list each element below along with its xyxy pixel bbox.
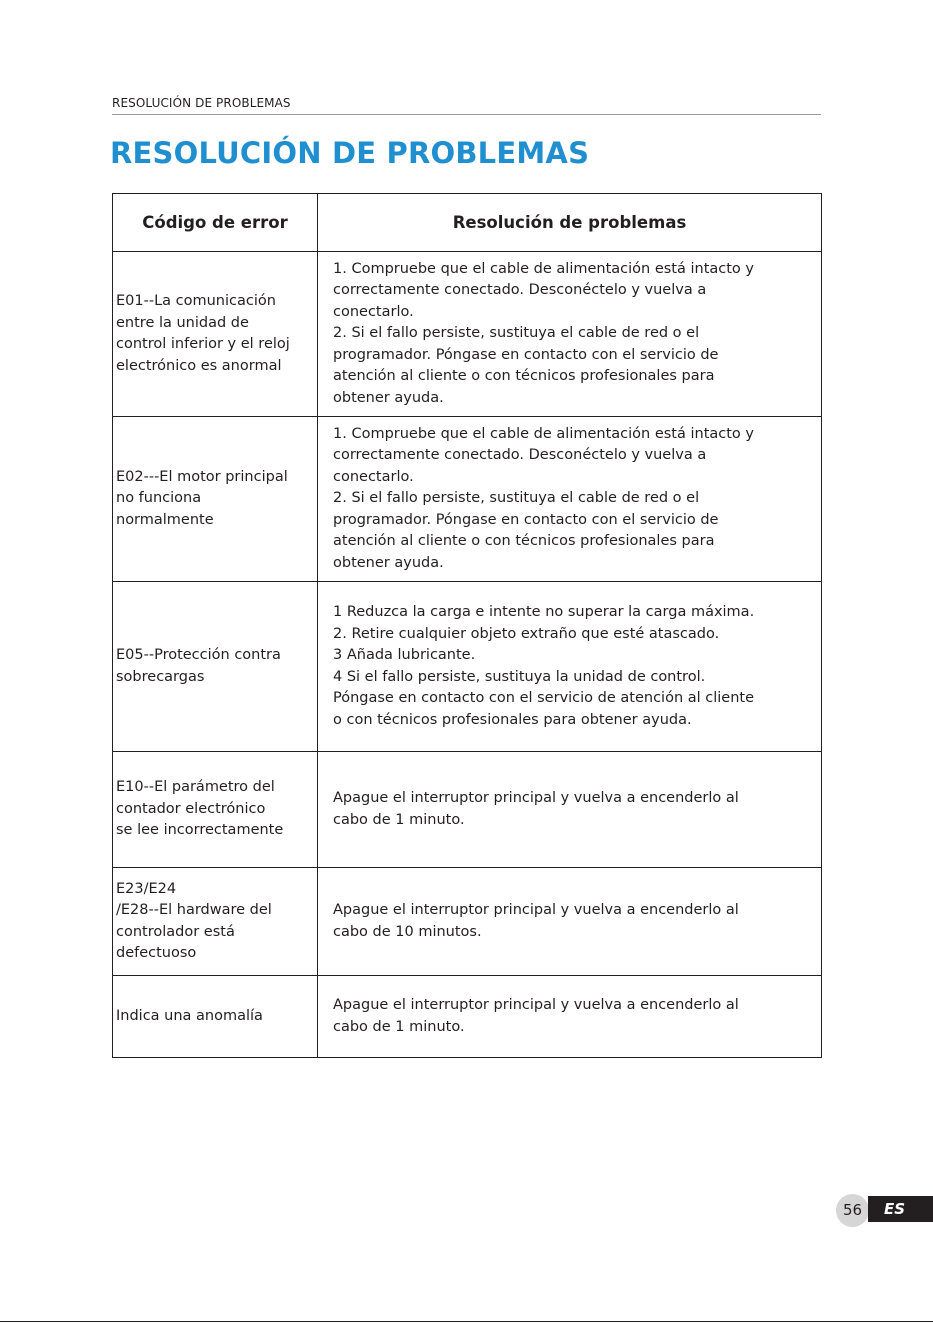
solution-line: atención al cliente o con técnicos profesionales para — [333, 533, 715, 550]
error-code-line: E01--La comunicación — [116, 293, 276, 309]
solution-line: 3 Añada lubricante. — [333, 647, 476, 663]
error-code-line: normalmente — [116, 511, 214, 528]
error-code-line: sobrecargas — [116, 668, 205, 685]
solution-line: correctamente conectado. Desconéctelo y vuelva a — [333, 282, 707, 299]
error-code-line: no funciona — [116, 490, 202, 507]
solution-line: programador. Póngase en contacto con el servicio de — [333, 511, 719, 528]
error-code-line: defectuoso — [116, 945, 197, 961]
error-code-line: controlador está — [116, 923, 235, 940]
solution-cell — [318, 582, 822, 752]
table-row — [113, 976, 822, 1058]
table-row — [113, 417, 822, 582]
solution-line: cabo de 1 minuto. — [333, 1018, 465, 1035]
table-row — [113, 252, 822, 417]
solution-line: Apague el interruptor principal y vuelva a encenderlo al — [333, 790, 739, 806]
language-tab: ES — [868, 1196, 933, 1222]
solution-line: cabo de 10 minutos. — [333, 923, 482, 940]
table-row — [113, 582, 822, 752]
solution-line: correctamente conectado. Desconéctelo y vuelva a — [333, 447, 707, 464]
error-code-line: E05--Protección contra — [116, 647, 281, 663]
table-header-row — [113, 194, 822, 252]
header-divider — [112, 114, 821, 115]
error-code-line: /E28--El hardware del — [116, 902, 272, 918]
table-row — [113, 752, 822, 868]
error-code-line: se lee incorrectamente — [116, 822, 284, 839]
column-header-error-code: Código de error — [113, 194, 318, 252]
error-code-cell — [113, 752, 318, 868]
solution-line: conectarlo. — [333, 303, 414, 320]
solution-line: obtener ayuda. — [333, 389, 444, 406]
solution-line: atención al cliente o con técnicos profesionales para — [333, 368, 715, 385]
error-code-line: Indica una anomalía — [116, 1007, 263, 1024]
error-code-line: electrónico es anormal — [116, 357, 282, 374]
solution-line: 4 Si el fallo persiste, sustituya la unidad de control. — [333, 668, 706, 685]
error-code-cell — [113, 976, 318, 1058]
solution-line: obtener ayuda. — [333, 554, 444, 571]
solution-line: 2. Retire cualquier objeto extraño que esté atascado. — [333, 625, 720, 642]
solution-cell — [318, 976, 822, 1058]
solution-line: 1. Compruebe que el cable de alimentación está intacto y — [333, 260, 754, 277]
solution-line: programador. Póngase en contacto con el servicio de — [333, 346, 719, 363]
troubleshooting-table — [112, 193, 822, 1058]
page-number: 56 — [836, 1194, 869, 1227]
error-code-cell — [113, 868, 318, 976]
solution-line: 1. Compruebe que el cable de alimentación está intacto y — [333, 425, 754, 442]
solution-line: 1 Reduzca la carga e intente no superar la carga máxima. — [333, 604, 755, 620]
error-code-cell — [113, 582, 318, 752]
running-header: RESOLUCIÓN DE PROBLEMAS — [112, 96, 291, 110]
solution-line: 2. Si el fallo persiste, sustituya el cable de red o el — [333, 325, 700, 342]
error-code-line: E23/E24 — [116, 880, 177, 897]
solution-line: o con técnicos profesionales para obtener ayuda. — [333, 711, 692, 728]
solution-line: Apague el interruptor principal y vuelva a encenderlo al — [333, 902, 739, 918]
table-row — [113, 868, 822, 976]
solution-line: cabo de 1 minuto. — [333, 811, 465, 828]
column-header-solution: Resolución de problemas — [318, 194, 822, 252]
page-title: RESOLUCIÓN DE PROBLEMAS — [110, 136, 590, 170]
solution-line: Apague el interruptor principal y vuelva a encenderlo al — [333, 997, 739, 1013]
solution-cell — [318, 252, 822, 417]
error-code-line: control inferior y el reloj — [116, 336, 290, 352]
error-code-line: contador electrónico — [116, 800, 266, 817]
bottom-divider — [0, 1321, 933, 1322]
error-code-cell — [113, 417, 318, 582]
solution-cell — [318, 868, 822, 976]
error-code-line: E02---El motor principal — [116, 468, 288, 485]
solution-line: 2. Si el fallo persiste, sustituya el cable de red o el — [333, 490, 700, 507]
error-code-line: entre la unidad de — [116, 314, 249, 331]
error-code-line: E10--El parámetro del — [116, 779, 275, 796]
solution-line: conectarlo. — [333, 468, 414, 485]
solution-line: Póngase en contacto con el servicio de atención al cliente — [333, 690, 755, 706]
solution-cell — [318, 417, 822, 582]
error-code-cell — [113, 252, 318, 417]
solution-cell — [318, 752, 822, 868]
